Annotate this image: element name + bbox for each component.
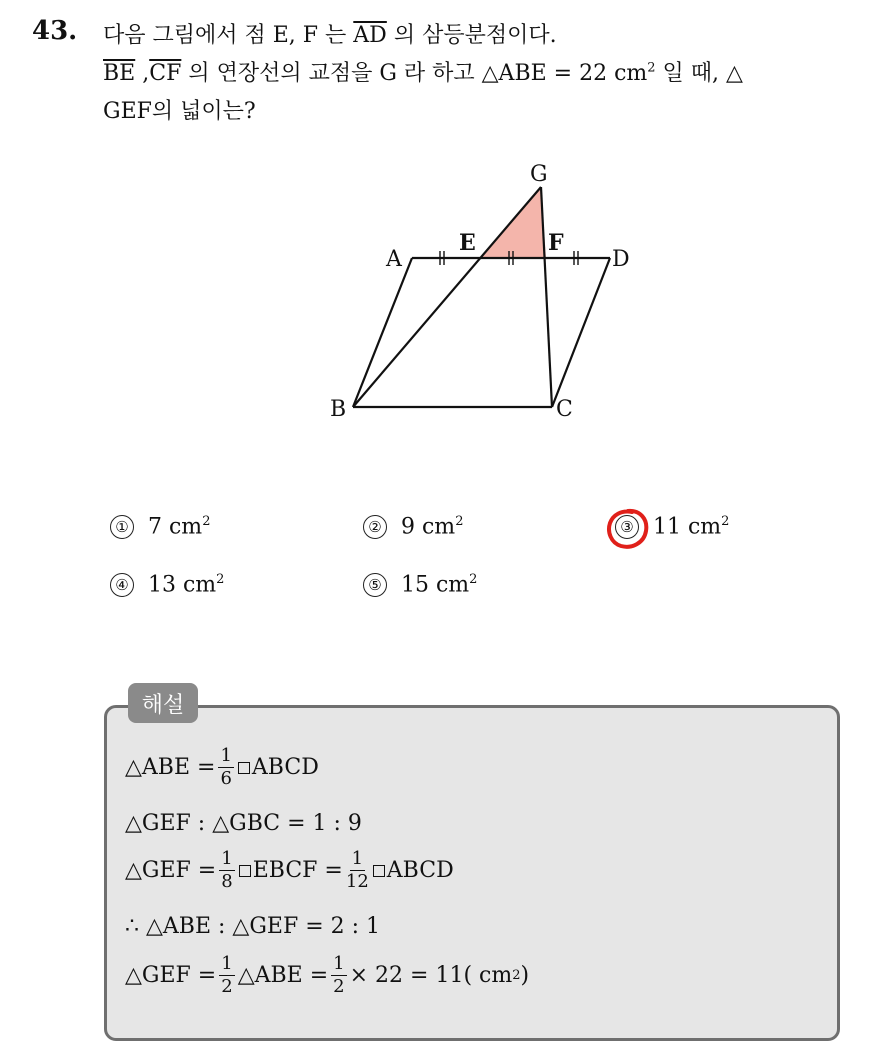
solution-line-4: ∴ △ABE : △GEF = 2 : 1 xyxy=(125,914,381,939)
label-e: E xyxy=(459,230,476,256)
label-d: D xyxy=(612,247,630,272)
label-c: C xyxy=(556,397,573,422)
question-number: 43. xyxy=(32,16,78,46)
fraction: $\frac{1}{12}$ xyxy=(345,848,369,892)
fraction: $\frac{1}{6}$ xyxy=(220,745,232,789)
choice-3[interactable]: ③ 11 $cm^2$ xyxy=(615,514,729,539)
question-line-1: 다음 그림에서 점 E, F 는 $\overline{AD}$ 의 삼등분점이다. xyxy=(103,23,557,48)
fraction: $\frac{1}{2}$ xyxy=(221,953,233,997)
choice-2[interactable]: ② 9 $cm^2$ xyxy=(363,514,463,539)
answer-circle-mark xyxy=(604,505,652,553)
parallelogram-symbol xyxy=(373,865,385,877)
solution-line-2: △GEF : △GBC = 1 : 9 xyxy=(125,811,362,836)
label-b: B xyxy=(330,397,347,422)
figure-lines xyxy=(353,187,610,407)
question-line-2: $\overline{BE}$ $,\overline{CF}$ 의 연장선의 교점을 G 라 하고 △ABE = 22 $cm^2$ 일 때, △ xyxy=(103,60,743,86)
question-line-3: GEF의 넓이는? xyxy=(103,99,256,124)
solution-line-3: △GEF = $\frac{1}{8}$ EBCF = $\frac{1}{12}$ ABCD xyxy=(125,848,454,892)
fraction: $\frac{1}{2}$ xyxy=(333,953,345,997)
label-f: F xyxy=(548,230,564,256)
label-a: A xyxy=(386,247,402,272)
label-g: G xyxy=(530,162,548,187)
solution-line-5: △GEF = $\frac{1}{2}$ △ABE = $\frac{1}{2}$ × 22 = 11( cm 2 ) xyxy=(125,953,530,997)
choice-5[interactable]: ⑤ 15 $cm^2$ xyxy=(363,572,477,597)
parallelogram-symbol xyxy=(238,762,250,774)
choice-4[interactable]: ④ 13 $cm^2$ xyxy=(110,572,224,597)
fraction: $\frac{1}{8}$ xyxy=(221,848,233,892)
solution-tag: 해설 xyxy=(128,683,198,723)
parallelogram-figure xyxy=(300,150,660,440)
parallelogram-symbol xyxy=(239,865,251,877)
choice-1[interactable]: ① 7 $cm^2$ xyxy=(110,514,210,539)
solution-line-1: △ABE = $\frac{1}{6}$ ABCD xyxy=(125,745,319,789)
